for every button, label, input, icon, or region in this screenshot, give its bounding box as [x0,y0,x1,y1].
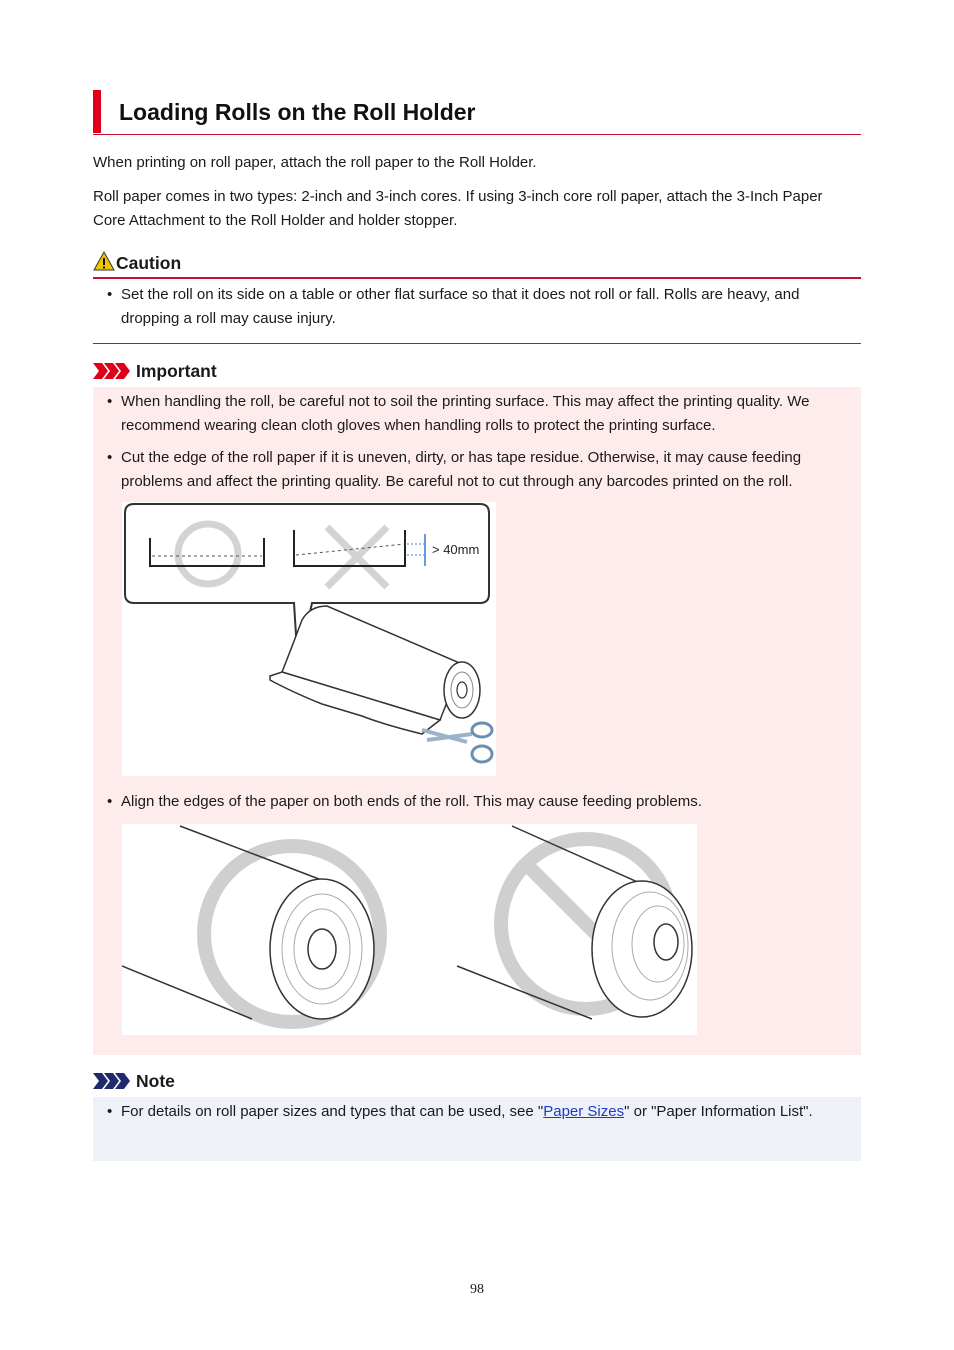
warning-triangle-icon [93,251,115,271]
page-title: Loading Rolls on the Roll Holder [119,99,476,125]
note-text-before: For details on roll paper sizes and types that can be used, see " [121,1103,544,1120]
caution-box [93,280,861,344]
important-heading [93,358,861,386]
important-box [93,387,861,1055]
note-text-after: " or "Paper Information List". [624,1103,813,1120]
align-edges-illustration [122,824,697,1035]
important-item: • Cut the edge of the roll paper if it is uneven, dirty, or has tape residue. Otherwise, it may cause feeding problems and affect the printing quality. Be careful not to cut through any barcodes printed on the roll. [121,446,851,494]
intro-paragraph-2: Roll paper comes in two types: 2-inch and 3-inch cores. If using 3-inch core roll paper, attach the 3-Inch Paper Core Attachment to the Roll Holder and holder stopper. [93,188,823,229]
important-item: • When handling the roll, be careful not to soil the printing surface. This may affect the printing quality. We recommend wearing clean cloth gloves when handling rolls to protect the printing surface. [121,390,851,438]
cut-edge-drawing [122,502,496,776]
cut-edge-illustration [122,502,496,776]
note-box [93,1097,861,1161]
note-heading [93,1068,861,1096]
page-title-bar [93,90,861,135]
align-edges-drawing [122,824,697,1035]
paper-sizes-link[interactable]: Paper Sizes [543,1103,625,1120]
caution-item: • Set the roll on its side on a table or other flat surface so that it does not roll or fall. Rolls are heavy, and dropping a roll may cause injury. [121,283,851,331]
important-label: Important [136,361,217,381]
measurement-label: > 40mm [432,542,480,557]
important-item: • Align the edges of the paper on both ends of the roll. This may cause feeding problems. [121,790,851,814]
scissors-icon [422,723,492,762]
note-chevrons-icon [93,1073,131,1089]
caution-heading [93,250,861,279]
note-item [121,1100,851,1124]
page-number: 98 [470,1282,484,1297]
intro-paragraph-1: When printing on roll paper, attach the roll paper to the Roll Holder. [93,154,537,171]
caution-label: Caution [116,253,182,273]
title-accent-bar [93,90,101,133]
important-chevrons-icon [93,363,131,379]
note-label: Note [136,1071,175,1091]
